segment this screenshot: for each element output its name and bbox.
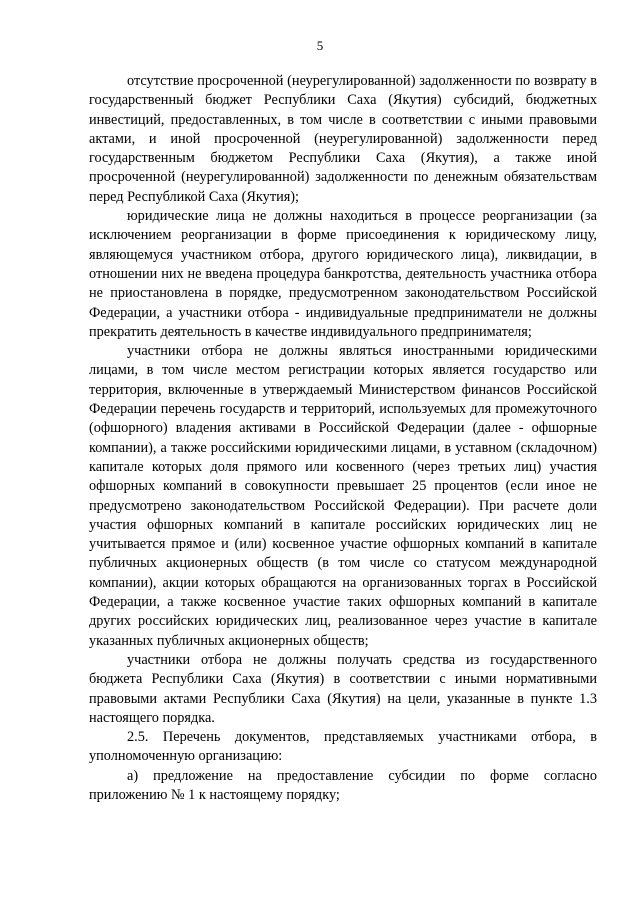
- paragraph-no-other-budget-funds: участники отбора не должны получать средства из государственного бюджета Республики Саха (Якутия) в соответствии с иными нормативными правовыми актами Республики Саха (Якутия) на цели, указанные в пункте 1.3 настоящего порядка.: [89, 651, 597, 726]
- page-number: 5: [316, 38, 324, 53]
- paragraph-item-a: а) предложение на предоставление субсидии по форме согласно приложению № 1 к настоящему порядку;: [89, 767, 597, 803]
- paragraph-no-foreign-entities: участники отбора не должны являться иностранными юридическими лицами, в том числе местом регистрации которых является государство или территория, включенные в утверждаемый Министерством финансов Российской Федерации перечень государств и территорий, используемых для промежуточного (офшорного) владения активами в Российской Федерации (далее - офшорные компании), а также российскими юридическими лицами, в уставном (складочном) капитале которых доля прямого или косвенного (через третьих лиц) участия офшорных компаний в совокупности превышает 25 процентов (если иное не предусмотрено законодательством Российской Федерации). При расчете доли участия офшорных компаний в капитале российских юридических лиц не учитывается прямое и (или) косвенное участие офшорных компаний в капитале публичных акционерных обществ (в том числе со статусом международной компании), акции которых обращаются на организованных торгах в Российской Федерации, а также косвенное участие таких офшорных компаний в капитале других российских юридических лиц, реализованное через участие в капитале указанных публичных акционерных обществ;: [89, 343, 597, 649]
- document-body: [89, 72, 597, 805]
- paragraph-no-reorganization: юридические лица не должны находиться в процессе реорганизации (за исключением реорганизации в форме присоединения к юридическому лицу, являющемуся участником отбора, другого юридического лица), ликвидации, в отношении них не введена процедура банкротства, деятельность участника отбора не приостановлена в порядке, предусмотренном законодательством Российской Федерации, а участники отбора - индивидуальные предприниматели не должны прекратить деятельность в качестве индивидуального предпринимателя;: [89, 208, 597, 340]
- paragraph-documents-list-heading: 2.5. Перечень документов, представляемых участниками отбора, в уполномоченную организацию:: [89, 729, 597, 765]
- paragraph-no-overdue-debt: отсутствие просроченной (неурегулированной) задолженности по возврату в государственный бюджет Республики Саха (Якутия) субсидий, бюджетных инвестиций, предоставленных, в том числе в соответствии с иными правовыми актами, и иной просроченной (неурегулированной) задолженности перед государственным бюджетом Республики Саха (Якутия), а также иной просроченной (неурегулированной) задолженности по денежным обязательствам перед Республикой Саха (Якутия);: [89, 73, 597, 205]
